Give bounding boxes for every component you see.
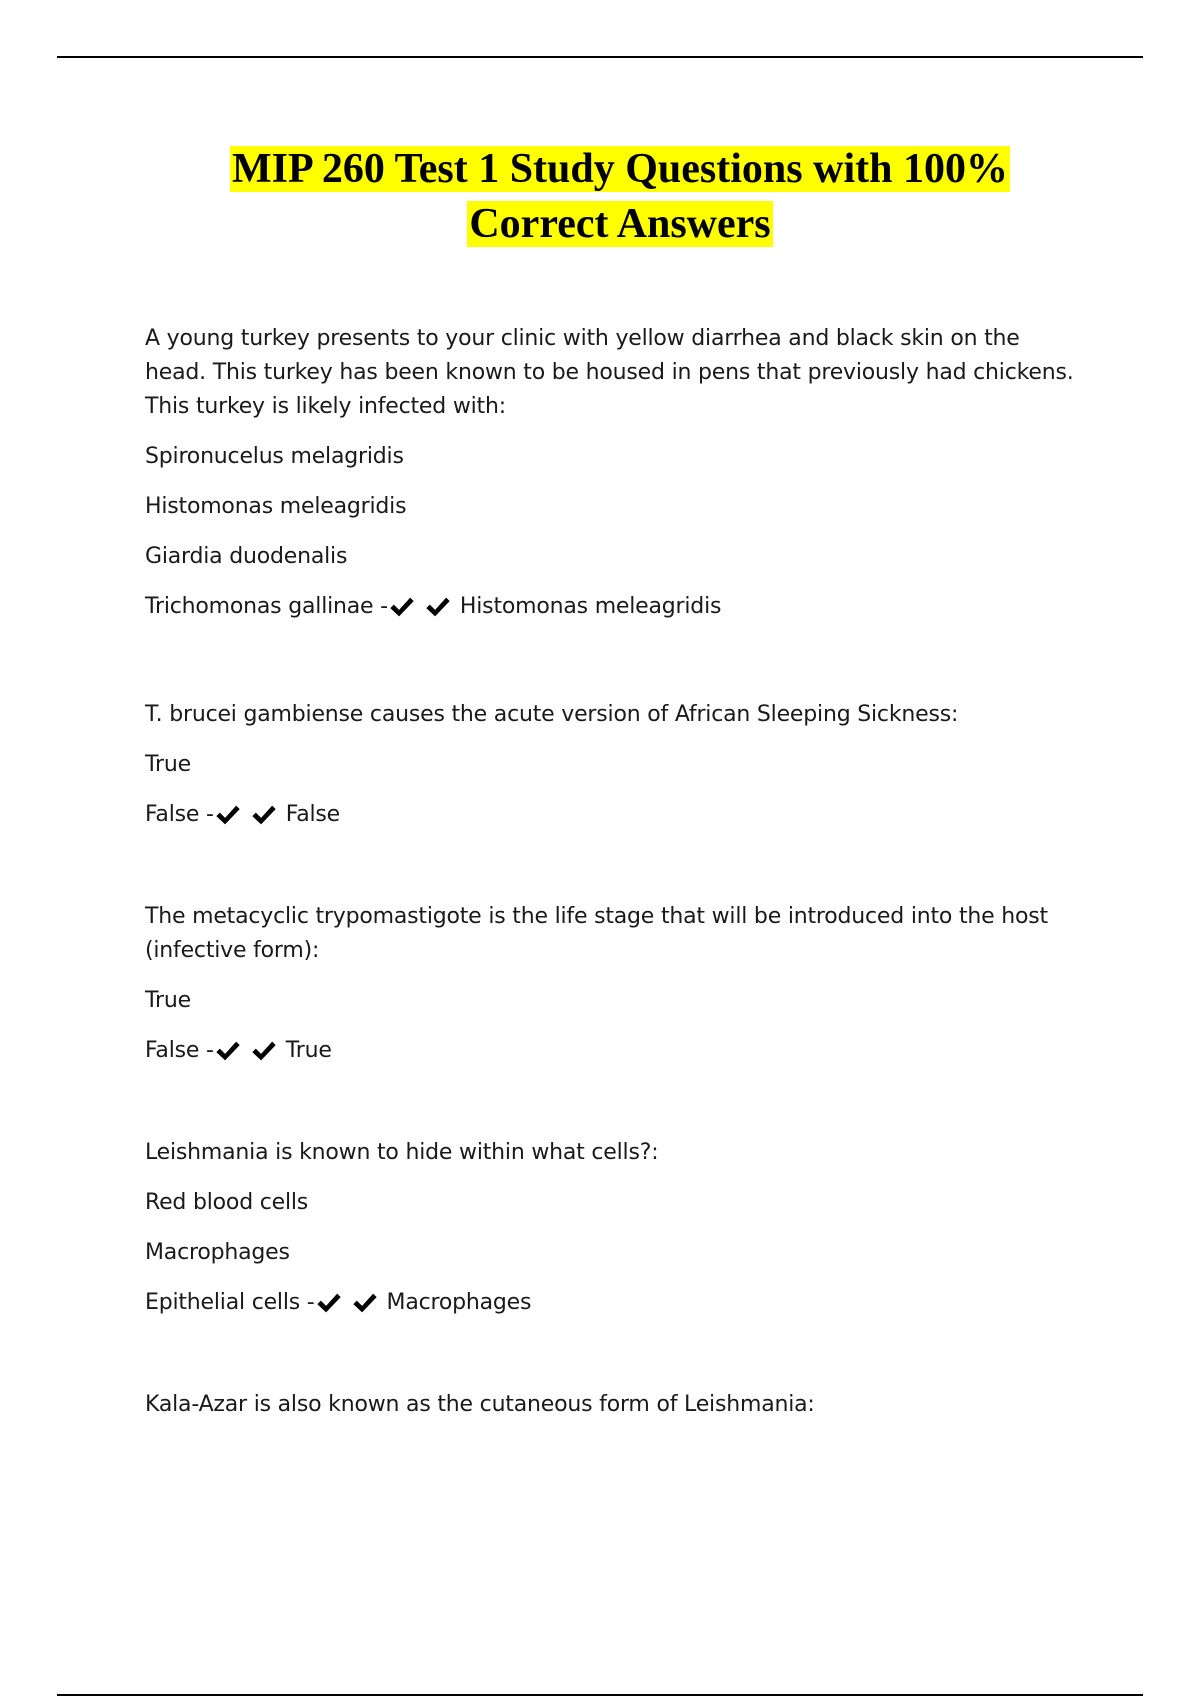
question-text: The metacyclic trypomastigote is the life stage that will be introduced into the host (infective form): (145, 904, 1048, 963)
document-title (80, 142, 1160, 252)
checkmark-icon (388, 593, 416, 621)
answer-option: True (145, 752, 191, 777)
answer-option: False - (145, 1038, 214, 1063)
checkmark-icon (214, 1037, 242, 1065)
question-block (145, 900, 1085, 1068)
checkmark-icon (351, 1289, 379, 1317)
question-block (145, 322, 1085, 624)
correct-answer: True (285, 1038, 332, 1063)
answer-option: False - (145, 802, 214, 827)
question-text: T. brucei gambiense causes the acute version of African Sleeping Sickness: (145, 702, 959, 727)
correct-answer: False (285, 802, 340, 827)
answer-line (145, 1034, 1085, 1068)
answer-option: Histomonas meleagridis (145, 494, 407, 519)
question-block (145, 698, 1085, 832)
checkmark-icon (424, 593, 452, 621)
correct-answer: Histomonas meleagridis (459, 594, 722, 619)
answer-line (145, 590, 1085, 624)
title-line-2: Correct Answers (469, 201, 771, 247)
question-text: A young turkey presents to your clinic with yellow diarrhea and black skin on the head. This turkey has been known to be housed in pens that previously had chickens. This turkey is likely infected with: (145, 326, 1074, 419)
answer-option: Spironucelus melagridis (145, 444, 404, 469)
checkmark-icon (214, 801, 242, 829)
answer-option: Giardia duodenalis (145, 544, 348, 569)
correct-answer: Macrophages (386, 1290, 532, 1315)
answer-line (145, 798, 1085, 832)
answer-option: Trichomonas gallinae - (145, 594, 388, 619)
question-list (145, 322, 1085, 1490)
question-block (145, 1136, 1085, 1320)
answer-option: True (145, 988, 191, 1013)
question-block (145, 1388, 1085, 1422)
checkmark-icon (250, 1037, 278, 1065)
answer-line (145, 1286, 1085, 1320)
checkmark-icon (250, 801, 278, 829)
answer-option: Macrophages (145, 1240, 290, 1265)
bottom-rule (57, 1694, 1143, 1696)
question-text: Kala-Azar is also known as the cutaneous form of Leishmania: (145, 1392, 815, 1417)
answer-option: Epithelial cells - (145, 1290, 315, 1315)
answer-option: Red blood cells (145, 1190, 309, 1215)
checkmark-icon (315, 1289, 343, 1317)
top-rule (57, 56, 1143, 58)
question-text: Leishmania is known to hide within what cells?: (145, 1140, 659, 1165)
title-line-1: MIP 260 Test 1 Study Questions with 100% (232, 146, 1008, 192)
